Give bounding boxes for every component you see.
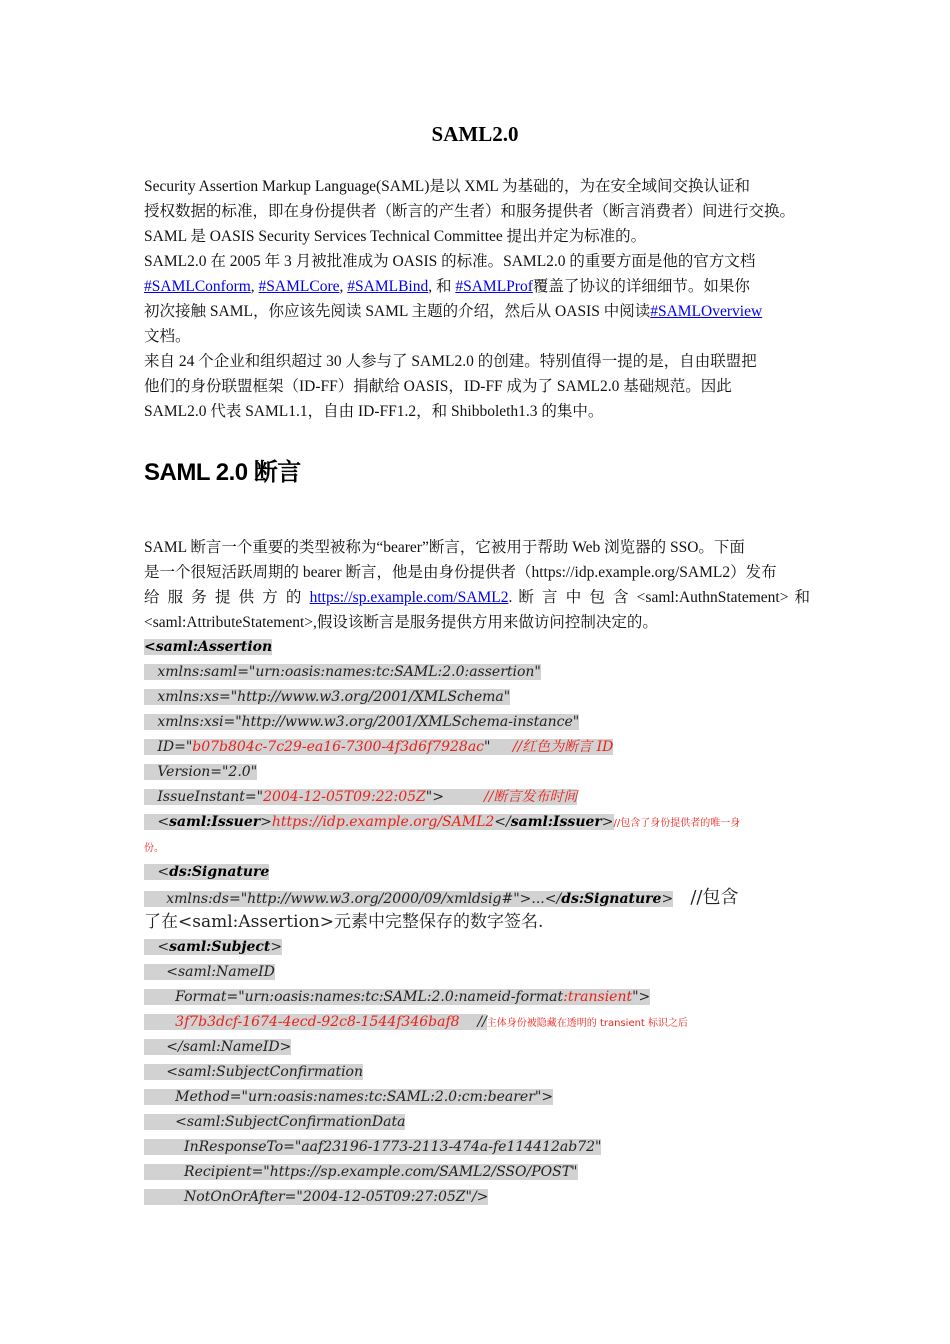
code-line: IssueInstant="2004-12-05T09:22:05Z"> //断言发布时间 [144,789,578,805]
code-line: 3f7b3dcf-1674-4ecd-92c8-1544f346baf8 //主体身份被隐藏在透明的 transient 标识之后 [144,1010,824,1035]
code-line: Version="2.0" [144,764,258,780]
code-line: <saml:SubjectConfirmationData [144,1114,406,1130]
code-line: Format="urn:oasis:names:tc:SAML:2.0:nameid-format:transient"> [144,989,651,1005]
section-heading: SAML 2.0 断言 [144,459,301,486]
text-line: SAML2.0 在 2005 年 3 月被批准成为 OASIS 的标准。SAML2.0 的重要方面是他的官方文档 [144,253,756,270]
intro-paragraph [144,174,810,424]
text-line: SAML 断言一个重要的类型被称为“bearer”断言，它被用于帮助 Web 浏览器的 SSO。下面 [144,539,745,556]
code-line: 份。 [144,843,164,854]
text-line: 授权数据的标准，即在身份提供者（断言的产生者）和服务提供者（断言消费者）间进行交换。 [144,203,796,220]
code-line: <ds:Signature [144,864,270,880]
link-samlcore[interactable]: #SAMLCore [258,278,340,295]
text-line: Security Assertion Markup Language(SAML)是以 XML 为基础的，为在安全域间交换认证和 [144,178,751,195]
text-line: SAML2.0 代表 SAML1.1，自由 ID-FF1.2，和 Shibboleth1.3 的集中。 [144,403,604,420]
code-line: xmlns:xs="http://www.w3.org/2001/XMLSchema" [144,689,511,705]
text-line [144,299,810,324]
code-line: xmlns:ds="http://www.w3.org/2000/09/xmldsig#">...</ds:Signature> //包含 [144,887,739,908]
text-line: <saml:AttributeStatement>,假设该断言是服务提供方用来做访问控制决定的。 [144,614,658,631]
code-line: ID="b07b804c-7c29-ea16-7300-4f3d6f7928ac" //红色为断言 ID [144,739,614,755]
text-line: 文档。 [144,328,191,345]
text-line: 是一个很短活跃周期的 bearer 断言，他是由身份提供者（https://idp.example.org/SAML2）发布 [144,564,777,581]
section-paragraph [144,535,810,635]
code-line: 了在<saml:Assertion>元素中完整保存的数字签名. [144,912,544,932]
code-line: <saml:Subject> [144,939,283,955]
code-line: xmlns:saml="urn:oasis:names:tc:SAML:2.0:assertion" [144,664,541,680]
text-fragment: . 断 言 中 包 含 <saml:AuthnStatement> 和 [508,589,810,606]
code-line: NotOnOrAfter="2004-12-05T09:27:05Z"/> [144,1189,489,1205]
text-line [144,585,810,610]
code-line: <saml:Issuer>https://idp.example.org/SAML2</saml:Issuer>//包含了身份提供者的唯一身 [144,814,741,830]
link-samlprof[interactable]: #SAMLProf [455,278,533,295]
text-line: 来自 24 个企业和组织超过 30 人参与了 SAML2.0 的创建。特别值得一提的是，自由联盟把 [144,353,757,370]
code-line: InResponseTo="aaf23196-1773-2113-474a-fe114412ab72" [144,1139,602,1155]
code-line: <saml:SubjectConfirmation [144,1064,364,1080]
link-samloverview[interactable]: #SAMLOverview [650,303,763,320]
link-sp-example[interactable]: https://sp.example.com/SAML2 [309,589,509,606]
code-line: xmlns:xsi="http://www.w3.org/2001/XMLSchema-instance" [144,714,580,730]
code-line: Method="urn:oasis:names:tc:SAML:2.0:cm:bearer"> [144,1089,554,1105]
link-samlconform[interactable]: #SAMLConform [144,278,251,295]
text-fragment: 初次接触 SAML，你应该先阅读 SAML 主题的介绍，然后从 OASIS 中阅读 [144,303,651,320]
code-line: Recipient="https://sp.example.com/SAML2/SSO/POST" [144,1164,578,1180]
code-block [144,635,824,1210]
text-line: SAML 是 OASIS Security Services Technical Committee 提出并定为标准的。 [144,228,647,245]
text-line: #SAMLConform, #SAMLCore, #SAMLBind, 和 #SAMLProf覆盖了协议的详细细节。如果你 [144,278,750,295]
page-title: SAML2.0 [431,122,519,146]
link-samlbind[interactable]: #SAMLBind [347,278,429,295]
code-line: <saml:NameID [144,964,275,980]
code-line: <saml:Assertion [144,639,273,655]
code-line: </saml:NameID> [144,1039,292,1055]
text-fragment: 覆盖了协议的详细细节。如果你 [532,278,750,295]
and-text: , 和 [428,278,452,295]
text-line: 他们的身份联盟框架（ID-FF）捐献给 OASIS，ID-FF 成为了 SAML2.0 基础规范。因此 [144,378,732,395]
text-fragment: 给 服 务 提 供 方 的 [144,589,304,606]
